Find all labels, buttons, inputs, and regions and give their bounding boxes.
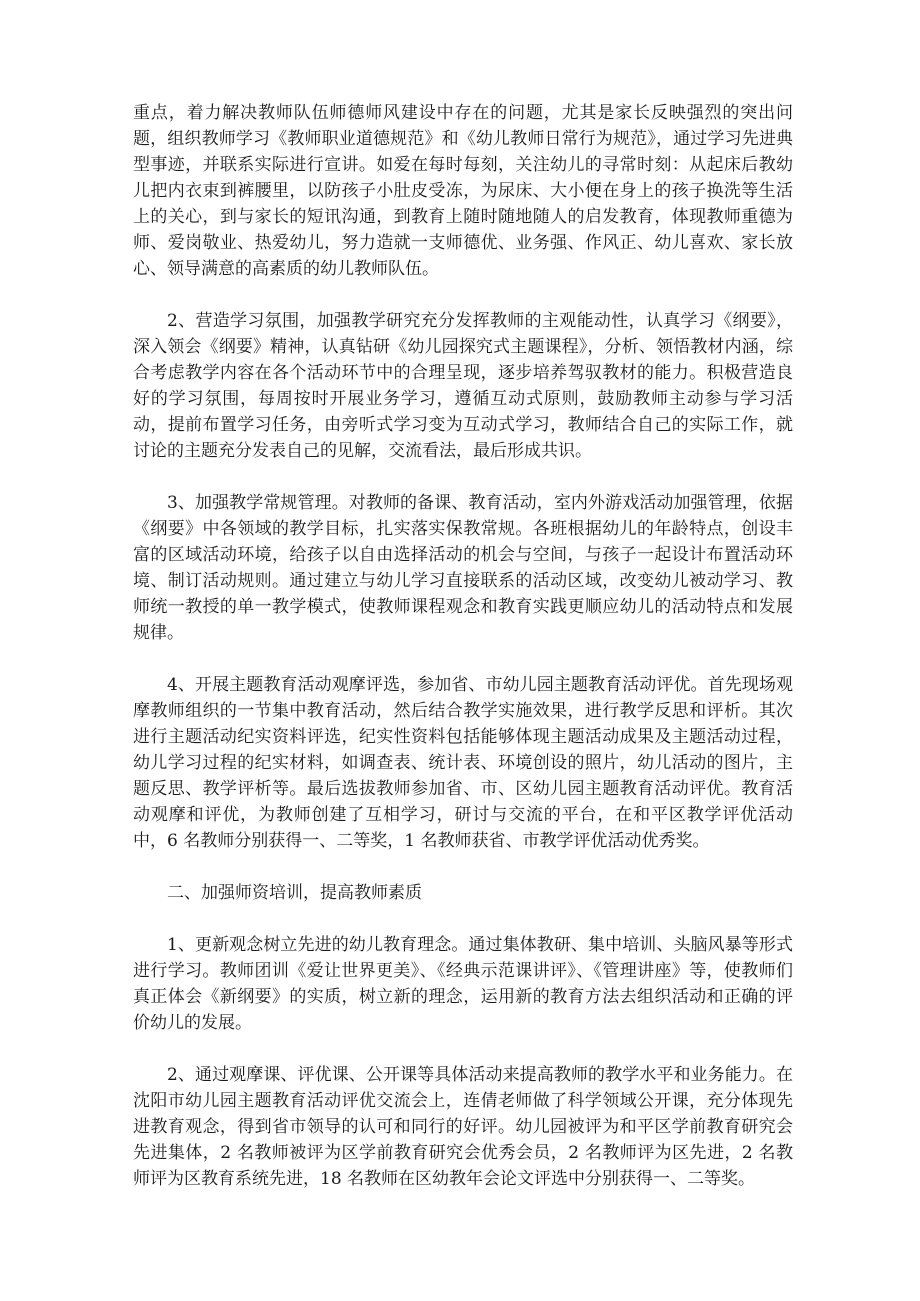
paragraph-teacher-ethics: 重点，着力解决教师队伍师德师风建设中存在的问题，尤其是家长反映强烈的突出问题，组织教师学习《教师职业道德规范》和《幼儿教师日常行为规范》，通过学习先进典型事迹，并联系实际进行宣讲。如爱在每时每刻，关注幼儿的寻常时刻：从起床后教幼儿把内衣束到裤腰里，以防孩子小肚皮受冻，为尿床、大小便在身上的孩子换洗等生活上的关心，到与家长的短讯沟通，到教育上随时随地随人的启发教育，体现教师重德为师、爱岗敬业、热爱幼儿，努力造就一支师德优、业务强、作风正、幼儿喜欢、家长放心、领导满意的高素质的幼儿教师队伍。 <box>133 103 793 279</box>
paragraph-observation-lessons: 2、通过观摩课、评优课、公开课等具体活动来提高教师的教学水平和业务能力。在沈阳市幼儿园主题教育活动评优交流会上，连倩老师做了科学领域公开课，充分体现先进教育观念，得到省市领导的认可和同行的好评。幼儿园被评为和平区学前教育研究会先进集体，2 名教师被评为区学前教育研究会优秀会员，2 名教师评为区先进，2 名教师评为区教育系统先进，18 名教师在区幼教年会论文评选中分别获得一、二等奖。 <box>133 1065 793 1189</box>
document-body <box>133 100 793 1218</box>
paragraph-teaching-routine: 3、加强教学常规管理。对教师的备课、教育活动，室内外游戏活动加强管理，依据《纲要》中各领域的教学目标，扎实落实保教常规。各班根据幼儿的年龄特点，创设丰富的区域活动环境，给孩子以自由选择活动的机会与空间，与孩子一起设计布置活动环境、制订活动规则。通过建立与幼儿学习直接联系的活动区域，改变幼儿被动学习、教师统一教授的单一教学模式，使教师课程观念和教育实践更顺应幼儿的活动特点和发展规律。 <box>133 493 793 643</box>
paragraph-update-concepts: 1、更新观念树立先进的幼儿教育理念。通过集体教研、集中培训、头脑风暴等形式进行学习。教师团训《爱让世界更美》、《经典示范课讲评》、《管理讲座》等，使教师们真正体会《新纲要》的实质，树立新的理念，运用新的教育方法去组织活动和正确的评价幼儿的发展。 <box>133 935 793 1033</box>
paragraph-learning-atmosphere: 2、营造学习氛围，加强教学研究充分发挥教师的主观能动性，认真学习《纲要》，深入领会《纲要》精神，认真钻研《幼儿园探究式主题课程》，分析、领悟教材内涵，综合考虑教学内容在各个活动环节中的合理呈现，逐步培养驾驭教材的能力。积极营造良好的学习氛围，每周按时开展业务学习，遵循互动式原则，鼓励教师主动参与学习活动，提前布置学习任务，由旁听式学习变为互动式学习，教师结合自己的实际工作，就讨论的主题充分发表自己的见解，交流看法，最后形成共识。 <box>133 311 793 461</box>
section-heading-teacher-training: 二、加强师资培训，提高教师素质 <box>167 883 422 903</box>
paragraph-theme-activity-evaluation: 4、开展主题教育活动观摩评选，参加省、市幼儿园主题教育活动评优。首先现场观摩教师组织的一节集中教育活动，然后结合教学实施效果，进行教学反思和评析。其次进行主题活动纪实资料评选，纪实性资料包括能够体现主题活动成果及主题活动过程，幼儿学习过程的纪实材料，如调查表、统计表、环境创设的照片，幼儿活动的图片，主题反思、教学评析等。最后选拔教师参加省、市、区幼儿园主题教育活动评优。教育活动观摩和评优，为教师创建了互相学习，研讨与交流的平台，在和平区教学评优活动中，6 名教师分别获得一、二等奖，1 名教师获省、市教学评优活动优秀奖。 <box>133 675 793 851</box>
